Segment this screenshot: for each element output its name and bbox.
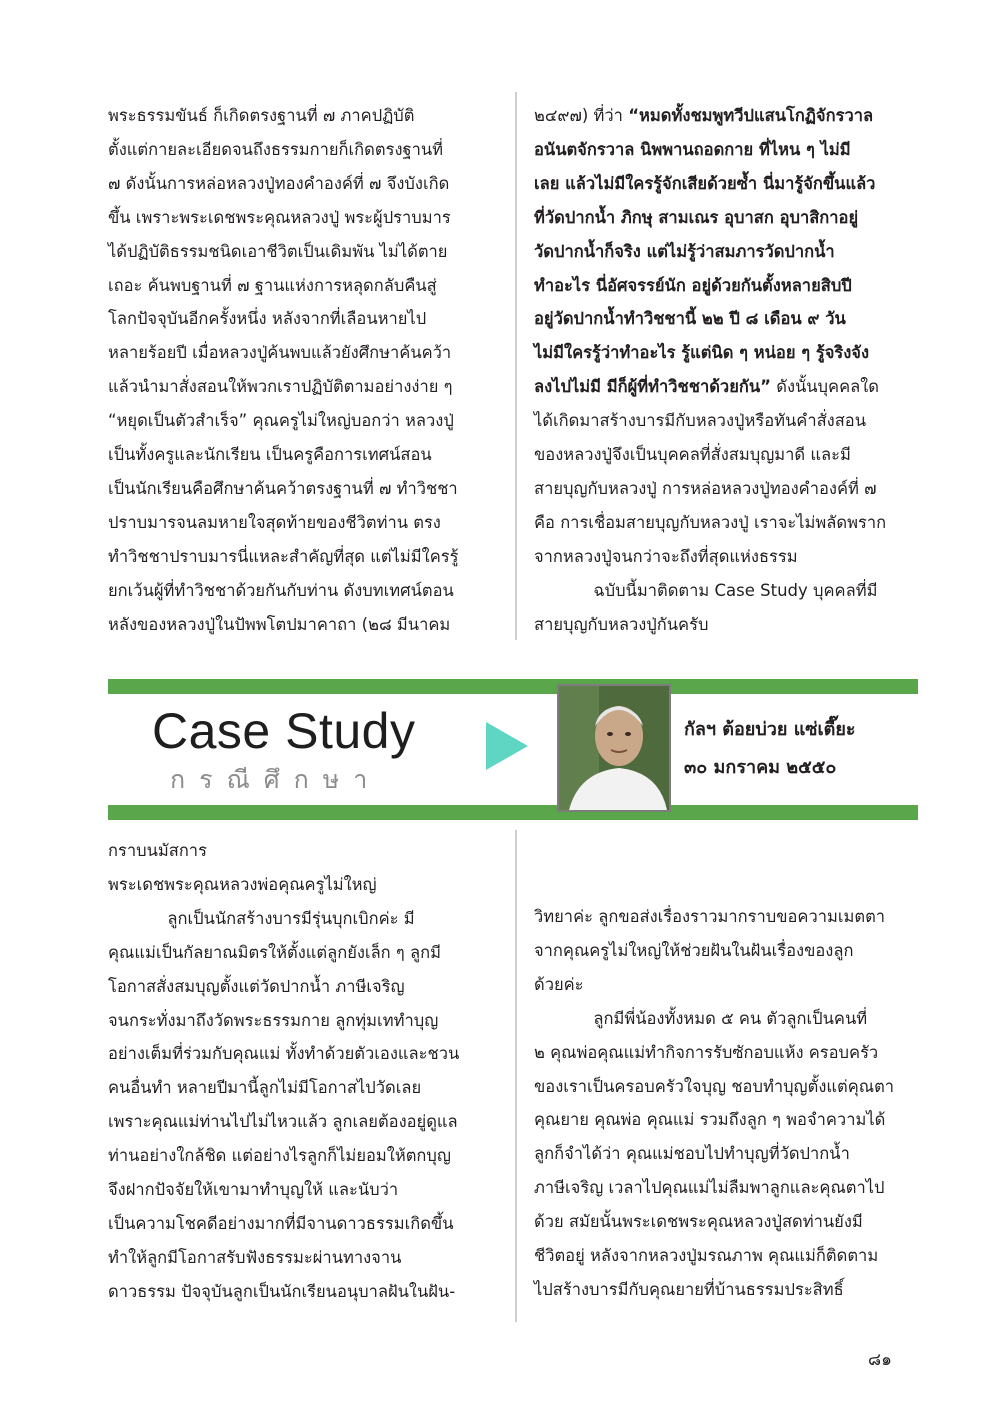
text-line: ด้วย สมัยนั้นพระเดชพระคุณหลวงปู่สดท่านยังมี bbox=[534, 1212, 863, 1232]
text-line: สายบุญกับหลวงปู่ การหล่อหลวงปู่ทองคำองค์ที่ ๗ bbox=[534, 478, 877, 498]
text-line bbox=[534, 99, 918, 133]
text-line: โลกปัจจุบันอีกครั้งหนึ่ง หลังจากที่เลือนหายไป bbox=[108, 309, 427, 329]
top-right-column bbox=[534, 99, 918, 642]
quote-text: วัดปากน้ำก็จริง แต่ไม่รู้ว่าสมภารวัดปากน้ำ bbox=[534, 241, 835, 261]
banner-bottom-band bbox=[108, 805, 918, 820]
salutation: พระเดชพระคุณหลวงพ่อคุณครูไม่ใหญ่ bbox=[108, 874, 377, 894]
page-number: ๘๑ bbox=[868, 1350, 892, 1370]
quote-text: ไม่มีใครรู้ว่าทำอะไร รู้แต่นิด ๆ หน่อย ๆ รู้จริงจัง bbox=[534, 343, 870, 363]
quote-line bbox=[534, 235, 918, 269]
text-line: ตั้งแต่กายละเอียดจนถึงธรรมกายก็เกิดตรงฐานที่ bbox=[108, 139, 444, 159]
text-line: วิทยาค่ะ ลูกขอส่งเรื่องราวมากราบขอความเมตตา bbox=[534, 907, 886, 926]
text-line: ปราบมารจนลมหายใจสุดท้ายของชีวิตท่าน ตรง bbox=[108, 512, 441, 532]
text-line: คนอื่นทำ หลายปีมานี้ลูกไม่มีโอกาสไปวัดเลย bbox=[108, 1078, 422, 1098]
text-line: หลังของหลวงปู่ในปัพพโตปมาคาถา (๒๘ มีนาคม bbox=[108, 614, 451, 634]
text-line: เป็นความโชคดีอย่างมากที่มีจานดาวธรรมเกิดขึ้น bbox=[108, 1213, 454, 1233]
text-line: เป็นนักเรียนคือศึกษาค้นคว้าตรงฐานที่ ๗ ทำวิชชา bbox=[108, 478, 458, 498]
text-line: ลูกเป็นนักสร้างบารมีรุ่นบุกเบิกค่ะ มี bbox=[167, 908, 415, 928]
text-line: “หยุดเป็นตัวสำเร็จ” คุณครูไม่ใหญ่บอกว่า หลวงปู่ bbox=[108, 411, 454, 431]
quote-line bbox=[534, 302, 918, 336]
text-line: ๒ คุณพ่อคุณแม่ทำกิจการรับซักอบแห้ง ครอบครัว bbox=[534, 1042, 879, 1062]
quote-text: ลงไปไม่มี มีก็ผู้ที่ทำวิชชาด้วยกัน” bbox=[534, 377, 771, 397]
quote-text: อนันตจักรวาล นิพพานถอดกาย ที่ไหน ๆ ไม่มี bbox=[534, 139, 851, 159]
text-line: สายบุญกับหลวงปู่กันครับ bbox=[534, 614, 709, 634]
quote-line bbox=[534, 133, 918, 167]
text-line: เถอะ ค้นพบฐานที่ ๗ ฐานแห่งการหลุดกลับคืนสู่ bbox=[108, 275, 437, 295]
text-line: คุณยาย คุณพ่อ คุณแม่ รวมถึงลูก ๆ พอจำความได้ bbox=[534, 1110, 886, 1130]
banner-top-band bbox=[108, 679, 918, 694]
text-line: ด้วยค่ะ bbox=[534, 974, 584, 994]
text-line: เป็นทั้งครูและนักเรียน เป็นครูคือการเทศน์สอน bbox=[108, 445, 432, 465]
text-line: ท่านอย่างใกล้ชิด แต่อย่างไรลูกก็ไม่ยอมให้ตกบุญ bbox=[108, 1146, 451, 1166]
text-line: ลูกก็จำได้ว่า คุณแม่ชอบไปทำบุญที่วัดปากน้ำ bbox=[534, 1144, 850, 1164]
text-line: ดาวธรรม ปัจจุบันลูกเป็นนักเรียนอนุบาลฝันในฝัน- bbox=[108, 1281, 456, 1301]
text-line bbox=[534, 370, 918, 404]
text-line: เพราะคุณแม่ท่านไปไม่ไหวแล้ว ลูกเลยต้องอยู่ดูแล bbox=[108, 1112, 458, 1132]
text-line: ยกเว้นผู้ที่ทำวิชชาด้วยกันกับท่าน ดังบทเทศน์ตอน bbox=[108, 580, 454, 600]
text-line: จากหลวงปู่จนกว่าจะถึงที่สุดแห่งธรรม bbox=[534, 546, 798, 566]
text-line: ของเราเป็นครอบครัวใจบุญ ชอบทำบุญตั้งแต่คุณตา bbox=[534, 1076, 895, 1096]
quote-text: ทำอะไร นี่อัศจรรย์นัก อยู่ด้วยกันตั้งหลายสิบปี bbox=[534, 275, 852, 295]
text-line: จากคุณครูไม่ใหญ่ให้ช่วยฝันในฝันเรื่องของลูก bbox=[534, 940, 854, 960]
quote-line bbox=[534, 167, 918, 201]
author-photo bbox=[557, 684, 671, 812]
text-line: ทำให้ลูกมีโอกาสรับฟังธรรมะผ่านทางจาน bbox=[108, 1247, 402, 1267]
bottom-right-column bbox=[534, 900, 918, 1307]
quote-text: “หมดทั้งชมพูทวีปแสนโกฏิจักรวาล bbox=[628, 106, 874, 125]
text-line: พระธรรมขันธ์ ก็เกิดตรงฐานที่ ๗ ภาคปฏิบัติ bbox=[108, 106, 415, 125]
text-line: ชีวิตอยู่ หลังจากหลวงปู่มรณภาพ คุณแม่ก็ติดตาม bbox=[534, 1246, 879, 1266]
bottom-left-column bbox=[108, 834, 498, 1309]
text-line: คุณแม่เป็นกัลยาณมิตรให้ตั้งแต่ลูกยังเล็ก ๆ ลูกมี bbox=[108, 942, 441, 962]
column-divider-bottom bbox=[515, 830, 517, 1322]
top-left-column bbox=[108, 99, 498, 642]
play-arrow-icon bbox=[486, 722, 528, 770]
text-span: ดังนั้นบุคคลใด bbox=[770, 377, 879, 397]
quote-text: เลย แล้วไม่มีใครรู้จักเสียด้วยซ้ำ นี่มารู้จักขึ้นแล้ว bbox=[534, 173, 876, 193]
author-name: กัลฯ ต้อยบ่วย แซ่เตี๊ยะ bbox=[684, 719, 856, 740]
author-date: ๓๐ มกราคม ๒๕๕๐ bbox=[684, 757, 837, 778]
text-line: ลูกมีพี่น้องทั้งหมด ๕ คน ตัวลูกเป็นคนที่ bbox=[593, 1008, 868, 1028]
text-line: ขึ้น เพราะพระเดชพระคุณหลวงปู่ พระผู้ปราบมาร bbox=[108, 207, 451, 227]
text-line: ฉบับนี้มาติดตาม Case Study บุคคลที่มี bbox=[593, 580, 878, 600]
text-line: ๗ ดังนั้นการหล่อหลวงปู่ทองคำองค์ที่ ๗ จึงบังเกิด bbox=[108, 173, 450, 193]
text-line: หลายร้อยปี เมื่อหลวงปู่ค้นพบแล้วยังศึกษาค้นคว้า bbox=[108, 343, 452, 363]
quote-intro: ๒๔๙๗) ที่ว่า bbox=[534, 106, 623, 125]
text-line: โอกาสสั่งสมบุญตั้งแต่วัดปากน้ำ ภาษีเจริญ bbox=[108, 976, 405, 996]
column-divider-top bbox=[515, 92, 517, 640]
text-line: ภาษีเจริญ เวลาไปคุณแม่ไม่ลืมพาลูกและคุณตาไป bbox=[534, 1178, 885, 1198]
case-study-subtitle: กรณีศึกษา bbox=[170, 765, 382, 794]
quote-text: อยู่วัดปากน้ำทำวิชชานี้ ๒๒ ปี ๘ เดือน ๙ วัน bbox=[534, 309, 846, 329]
case-study-title: Case Study bbox=[152, 703, 416, 759]
text-line: แล้วนำมาสั่งสอนให้พวกเราปฏิบัติตามอย่างง่าย ๆ bbox=[108, 377, 453, 397]
quote-line bbox=[534, 201, 918, 235]
salutation: กราบนมัสการ bbox=[108, 841, 207, 860]
quote-line bbox=[534, 269, 918, 303]
quote-line bbox=[534, 336, 918, 370]
text-line: ทำวิชชาปราบมารนี่แหละสำคัญที่สุด แต่ไม่มีใครรู้ bbox=[108, 546, 459, 566]
text-line: ของหลวงปู่จึงเป็นบุคคลที่สั่งสมบุญมาดี และมี bbox=[534, 445, 851, 465]
text-line: ไปสร้างบารมีกับคุณยายที่บ้านธรรมประสิทธิ์ bbox=[534, 1279, 844, 1299]
text-line: จึงฝากปัจจัยให้เขามาทำบุญให้ และนับว่า bbox=[108, 1180, 399, 1200]
text-line: จนกระทั่งมาถึงวัดพระธรรมกาย ลูกทุ่มเททำบุญ bbox=[108, 1010, 439, 1030]
text-line: ได้เกิดมาสร้างบารมีกับหลวงปู่หรือทันคำสั่งสอน bbox=[534, 411, 866, 431]
text-line: ได้ปฏิบัติธรรมชนิดเอาชีวิตเป็นเดิมพัน ไม่ได้ตาย bbox=[108, 241, 448, 261]
quote-text: ที่วัดปากน้ำ ภิกษุ สามเณร อุบาสก อุบาสิกาอยู่ bbox=[534, 207, 859, 227]
text-line: อย่างเต็มที่ร่วมกับคุณแม่ ทั้งทำด้วยตัวเองและชวน bbox=[108, 1044, 460, 1064]
text-line: คือ การเชื่อมสายบุญกับหลวงปู่ เราจะไม่พลัดพราก bbox=[534, 512, 887, 532]
